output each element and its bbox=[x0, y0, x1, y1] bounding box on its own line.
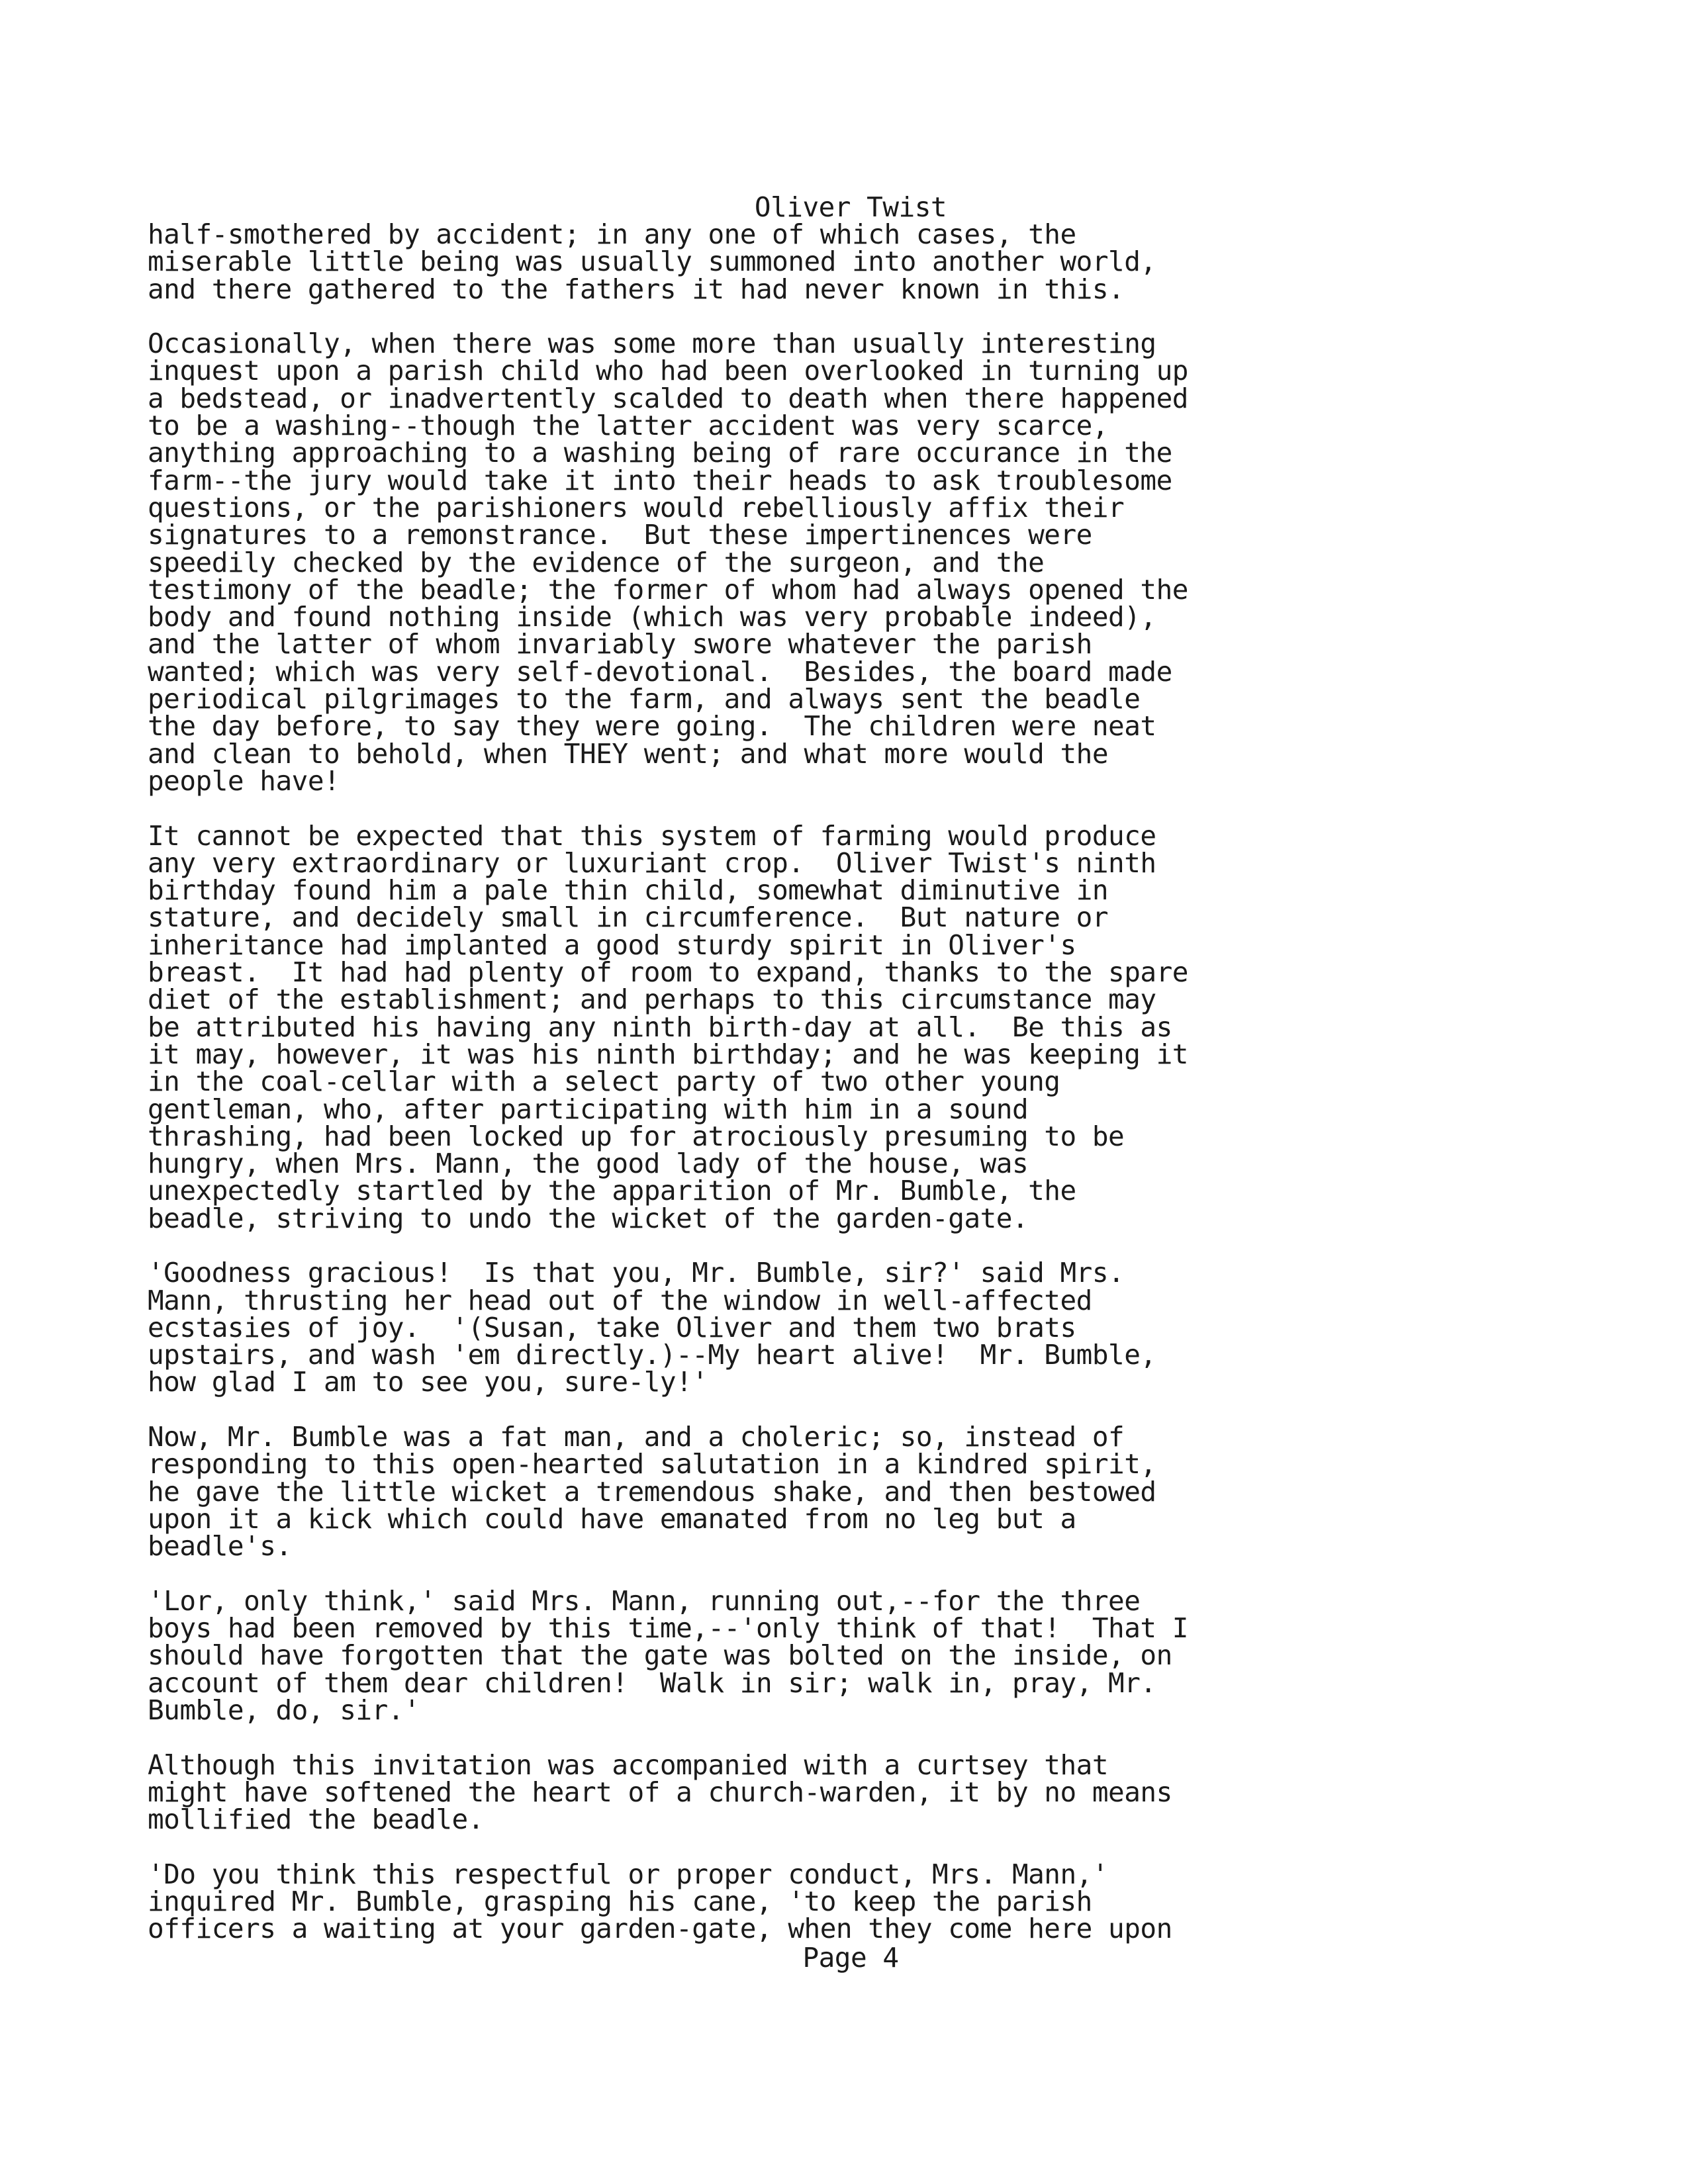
text-line: body and found nothing inside (which was very probable indeed), bbox=[148, 601, 1156, 633]
text-line: officers a waiting at your garden-gate, when they come here upon bbox=[148, 1913, 1172, 1945]
text-line: a bedstead, or inadvertently scalded to death when there happened bbox=[148, 382, 1188, 414]
paragraph-break bbox=[148, 1232, 1604, 1259]
text-line: it may, however, it was his ninth birthday; and he was keeping it bbox=[148, 1038, 1188, 1070]
text-line: It cannot be expected that this system of farming would produce bbox=[148, 819, 1156, 852]
text-line: and the latter of whom invariably swore whatever the parish bbox=[148, 628, 1092, 660]
text-line: he gave the little wicket a tremendous shake, and then bestowed bbox=[148, 1475, 1156, 1508]
text-line: signatures to a remonstrance. But these impertinences were bbox=[148, 519, 1092, 551]
paragraph-break bbox=[148, 303, 1604, 330]
text-line: responding to this open-hearted salutation in a kindred spirit, bbox=[148, 1448, 1156, 1480]
text-line: wanted; which was very self-devotional. Besides, the board made bbox=[148, 655, 1172, 688]
text-line: speedily checked by the evidence of the surgeon, and the bbox=[148, 546, 1045, 578]
page-title: Oliver Twist bbox=[754, 191, 947, 223]
text-line: account of them dear children! Walk in sir; walk in, pray, Mr. bbox=[148, 1666, 1156, 1699]
text-line: and there gathered to the fathers it had never known in this. bbox=[148, 273, 1125, 305]
text-line: Although this invitation was accompanied with a curtsey that bbox=[148, 1749, 1109, 1781]
page-number: Page 4 bbox=[802, 1942, 899, 1974]
text-line: Now, Mr. Bumble was a fat man, and a choleric; so, instead of bbox=[148, 1421, 1125, 1453]
text-line: be attributed his having any ninth birth-day at all. Be this as bbox=[148, 1011, 1172, 1043]
text-line: how glad I am to see you, sure-ly!' bbox=[148, 1366, 708, 1398]
text-line: unexpectedly startled by the apparition of Mr. Bumble, the bbox=[148, 1175, 1076, 1207]
text-line: inheritance had implanted a good sturdy spirit in Oliver's bbox=[148, 929, 1076, 961]
text-line: miserable little being was usually summoned into another world, bbox=[148, 246, 1156, 278]
text-line: boys had been removed by this time,--'only think of that! That I bbox=[148, 1612, 1188, 1645]
text-line: 'Do you think this respectful or proper conduct, Mrs. Mann,' bbox=[148, 1858, 1109, 1890]
text-line: upstairs, and wash 'em directly.)--My heart alive! Mr. Bumble, bbox=[148, 1339, 1156, 1371]
paragraph-break bbox=[148, 795, 1604, 822]
text-line: questions, or the parishioners would rebelliously affix their bbox=[148, 491, 1125, 523]
text-line: upon it a kick which could have emanated from no leg but a bbox=[148, 1502, 1076, 1535]
paragraph-break bbox=[148, 1561, 1604, 1588]
text-line: inquest upon a parish child who had been overlooked in turning up bbox=[148, 355, 1188, 387]
text-line: to be a washing--though the latter accident was very scarce, bbox=[148, 410, 1109, 442]
text-line: birthday found him a pale thin child, somewhat diminutive in bbox=[148, 874, 1109, 907]
text-line: gentleman, who, after participating with him in a sound bbox=[148, 1093, 1029, 1125]
text-line: breast. It had had plenty of room to expand, thanks to the spare bbox=[148, 956, 1188, 989]
text-line: people have! bbox=[148, 764, 340, 797]
text-line: Mann, thrusting her head out of the window in well-affected bbox=[148, 1284, 1092, 1316]
text-line: testimony of the beadle; the former of whom had always opened the bbox=[148, 573, 1188, 606]
body-text bbox=[148, 218, 1604, 1945]
text-line: Occasionally, when there was some more than usually interesting bbox=[148, 328, 1156, 360]
paragraph-break bbox=[148, 1724, 1604, 1751]
paragraph-break bbox=[148, 1834, 1604, 1861]
text-line: might have softened the heart of a church-warden, it by no means bbox=[148, 1776, 1172, 1808]
text-line: Bumble, do, sir.' bbox=[148, 1694, 420, 1727]
text-line: any very extraordinary or luxuriant crop. Oliver Twist's ninth bbox=[148, 846, 1156, 879]
text-line: periodical pilgrimages to the farm, and always sent the beadle bbox=[148, 683, 1141, 715]
text-line: anything approaching to a washing being of rare occurance in the bbox=[148, 437, 1172, 469]
text-line: and clean to behold, when THEY went; and what more would the bbox=[148, 737, 1109, 770]
text-line: 'Lor, only think,' said Mrs. Mann, running out,--for the three bbox=[148, 1584, 1141, 1617]
text-line: hungry, when Mrs. Mann, the good lady of the house, was bbox=[148, 1148, 1029, 1180]
text-line: stature, and decidely small in circumference. But nature or bbox=[148, 901, 1109, 934]
text-line: the day before, to say they were going. The children were neat bbox=[148, 710, 1156, 743]
text-line: half-smothered by accident; in any one of which cases, the bbox=[148, 218, 1076, 250]
text-line: ecstasies of joy. '(Susan, take Oliver and them two brats bbox=[148, 1311, 1076, 1343]
text-line: thrashing, had been locked up for atrociously presuming to be bbox=[148, 1120, 1125, 1152]
text-line: beadle, striving to undo the wicket of the garden-gate. bbox=[148, 1202, 1029, 1234]
paragraph-break bbox=[148, 1396, 1604, 1424]
text-line: diet of the establishment; and perhaps to this circumstance may bbox=[148, 983, 1156, 1016]
text-line: should have forgotten that the gate was bolted on the inside, on bbox=[148, 1639, 1172, 1672]
text-line: in the coal-cellar with a select party of two other young bbox=[148, 1066, 1060, 1098]
text-line: beadle's. bbox=[148, 1530, 292, 1563]
text-line: mollified the beadle. bbox=[148, 1803, 484, 1836]
text-line: 'Goodness gracious! Is that you, Mr. Bumble, sir?' said Mrs. bbox=[148, 1257, 1125, 1289]
text-line: farm--the jury would take it into their heads to ask troublesome bbox=[148, 464, 1172, 496]
text-line: inquired Mr. Bumble, grasping his cane, 'to keep the parish bbox=[148, 1886, 1092, 1918]
